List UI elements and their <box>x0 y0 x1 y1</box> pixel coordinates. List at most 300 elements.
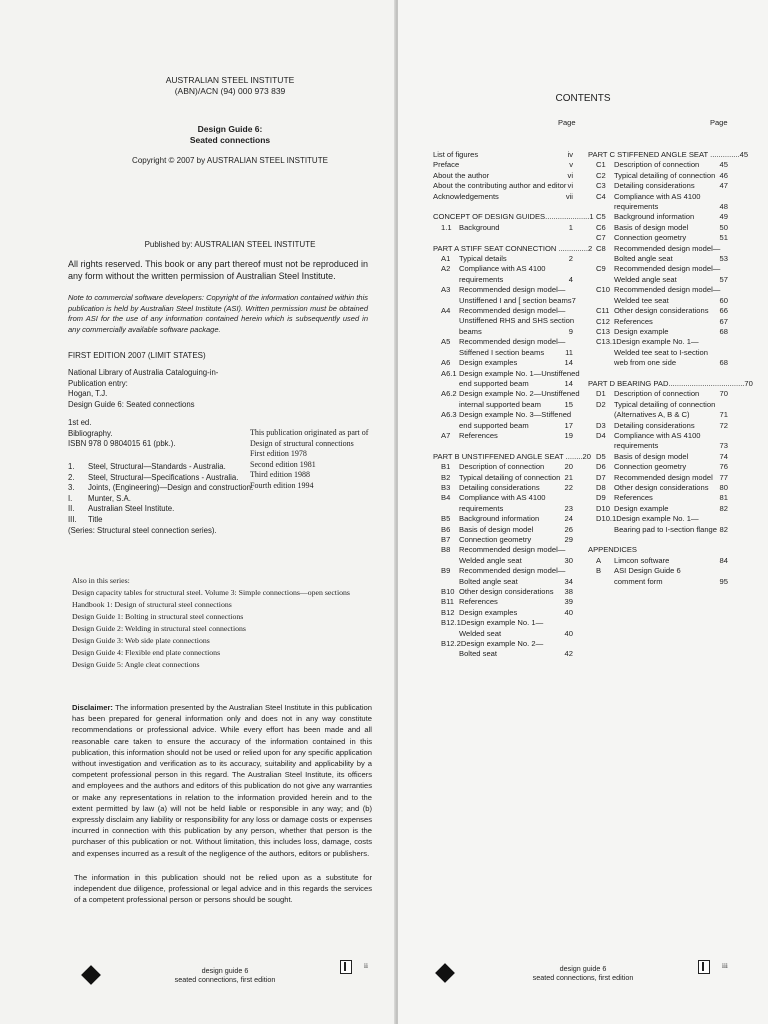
toc-entry-code: C3 <box>596 181 606 191</box>
toc-entry <box>588 421 728 431</box>
toc-entry-text: Other design considerations <box>614 306 709 316</box>
toc-entry-label <box>588 223 688 233</box>
toc-entry-page: 84 <box>719 555 728 565</box>
toc-entry-label <box>433 337 565 347</box>
toc-entry-label <box>433 629 501 639</box>
toc-entry-page: 14 <box>564 358 573 368</box>
toc-entry <box>433 493 573 503</box>
toc-entry-code: A6.3 <box>441 410 457 420</box>
toc-entry-label <box>433 514 539 524</box>
book-icon <box>698 960 710 974</box>
publisher-abn: (ABN)/ACN (94) 000 973 839 <box>174 86 286 96</box>
toc-entry-code: A2 <box>441 264 451 274</box>
toc-entry-label <box>433 462 544 472</box>
toc-entry <box>433 462 573 472</box>
toc-entry-page: 24 <box>564 514 573 524</box>
toc-entry <box>433 577 573 587</box>
toc-entry-page: 82 <box>719 524 728 534</box>
toc-entry-text: Typical detailing of connection <box>614 399 716 409</box>
toc-entry-label <box>588 254 673 264</box>
toc-entry-label <box>433 296 572 306</box>
toc-entry-label <box>588 493 653 503</box>
toc-entry <box>588 275 728 285</box>
toc-entry-label <box>433 275 503 285</box>
toc-entry <box>433 608 573 618</box>
edition-line: 1st ed. <box>68 418 92 427</box>
toc-entry <box>433 160 573 170</box>
series-line: Design Guide 1: Bolting in structural steel connections <box>72 612 244 621</box>
toc-entry <box>433 504 573 514</box>
toc-entry <box>433 348 573 358</box>
toc-entry <box>588 358 728 368</box>
toc-entry-label <box>433 639 543 649</box>
guide-title-line: Design Guide 6: <box>197 124 263 134</box>
toc-entry-code: C9 <box>596 264 606 274</box>
toc-entry-text: PART A STIFF SEAT CONNECTION .............. <box>433 243 588 253</box>
toc-entry-label <box>588 337 699 347</box>
toc-entry-text: Welded seat <box>459 628 502 638</box>
toc-entry-page: 71 <box>719 410 728 420</box>
toc-entry <box>588 452 728 462</box>
toc-entry-code: D2 <box>596 399 606 409</box>
toc-entry-label <box>588 285 720 295</box>
first-edition-line: FIRST EDITION 2007 (LIMIT STATES) <box>68 351 206 360</box>
toc-entry <box>433 368 580 379</box>
toc-entry-code: D10 <box>596 503 610 513</box>
toc-entry-text: Detailing considerations <box>459 482 540 492</box>
toc-entry <box>588 264 728 274</box>
toc-entry-code: A7 <box>441 430 451 440</box>
toc-entry-text: References <box>614 493 653 503</box>
toc-entry-code: C8 <box>596 243 606 253</box>
toc-entry-text: Recommended design model— <box>614 243 721 253</box>
toc-entry-text: Design examples <box>459 607 518 617</box>
series-line: Handbook 1: Design of structural steel connections <box>72 600 232 609</box>
toc-entry <box>588 244 728 254</box>
guide-subtitle-line: Seated connections <box>189 135 271 145</box>
toc-entry-code: B8 <box>441 545 451 555</box>
publisher-header <box>120 75 340 97</box>
toc-entry-page: 49 <box>719 212 728 222</box>
toc-entry-text: Compliance with AS 4100 <box>459 264 546 274</box>
toc-entry-page: 17 <box>564 420 573 430</box>
toc-entry-page: 53 <box>719 254 728 264</box>
toc-entry-text: Acknowledgements <box>433 191 499 201</box>
toc-entry-code: D5 <box>596 451 606 461</box>
toc-entry <box>433 202 573 212</box>
toc-entry-text: Other design considerations <box>459 587 554 597</box>
toc-entry-page: 72 <box>719 420 728 430</box>
toc-entry-label <box>588 202 658 212</box>
toc-entry-label <box>433 545 565 555</box>
toc-entry <box>433 275 573 285</box>
toc-entry <box>433 254 573 264</box>
toc-entry <box>433 566 573 576</box>
toc-entry-page: 14 <box>564 378 573 388</box>
toc-entry-text: Design example No. 1— <box>460 618 544 628</box>
toc-entry-label <box>588 473 713 483</box>
toc-entry-text: APPENDICES <box>588 545 637 555</box>
toc-entry-label <box>588 358 676 368</box>
toc-entry <box>588 389 728 399</box>
origin-note <box>250 428 370 491</box>
toc-entry-label <box>588 348 708 358</box>
subject-item: 1. Steel, Structural—Standards - Australia. <box>68 462 226 471</box>
origin-line: First edition 1978 <box>250 449 307 458</box>
toc-entry <box>433 587 573 597</box>
toc-entry-text: Background information <box>614 212 695 222</box>
toc-entry-text: Recommended design model— <box>459 337 566 347</box>
toc-entry-text: Description of connection <box>614 160 700 170</box>
toc-entry-code: C2 <box>596 170 606 180</box>
toc-entry <box>433 431 573 441</box>
toc-entry-label <box>588 441 658 451</box>
toc-entry <box>433 618 573 628</box>
toc-entry-text: Connection geometry <box>459 534 532 544</box>
toc-entry-page: 40 <box>564 628 573 638</box>
toc-entry <box>588 285 728 295</box>
toc-entry <box>588 504 728 514</box>
toc-entry <box>588 296 728 306</box>
catalogue-line: Hogan, T.J. <box>68 389 108 399</box>
toc-entry <box>588 233 728 243</box>
edition-info <box>68 418 248 450</box>
toc-entry-text: Recommended design model— <box>459 545 566 555</box>
toc-entry-page: 77 <box>719 472 728 482</box>
toc-entry-label <box>433 181 566 191</box>
toc-entry <box>433 514 573 524</box>
toc-entry <box>433 243 593 254</box>
toc-entry <box>588 160 728 170</box>
toc-entry-code: B9 <box>441 566 451 576</box>
toc-entry-label <box>588 296 669 306</box>
toc-entry <box>433 483 573 493</box>
toc-entry-page: 45 <box>719 160 728 170</box>
toc-entry-page: 68 <box>719 326 728 336</box>
toc-entry <box>433 181 573 191</box>
toc-entry-code: A4 <box>441 306 451 316</box>
toc-entry <box>433 629 573 639</box>
toc-entry-label <box>588 192 701 202</box>
origin-line: Third edition 1988 <box>250 470 310 479</box>
toc-entry-code: B12.2 <box>441 639 461 649</box>
left-footer <box>160 966 290 984</box>
toc-entry-code: B <box>596 566 602 576</box>
toc-entry-page: 45 <box>739 150 749 159</box>
toc-entry-text: About the contributing author and editor <box>433 181 567 191</box>
toc-entry-label <box>588 462 686 472</box>
toc-entry-page: 66 <box>719 306 728 316</box>
page-column-header: Page <box>558 118 576 127</box>
toc-entry-label <box>433 535 531 545</box>
toc-entry-text: Design example No. 1— <box>616 514 699 524</box>
rights-statement: All rights reserved. This book or any part thereof must not be reproduced in any form without the written permission of Australian Steel Institute. <box>68 259 368 281</box>
toc-entry-code: D4 <box>596 430 606 440</box>
toc-entry <box>433 306 573 316</box>
series-note: (Series: Structural steel connection series). <box>68 525 217 535</box>
toc-entry <box>588 254 728 264</box>
toc-entry-text: Welded tee seat to I-section <box>614 347 708 357</box>
toc-entry-text: Bolted angle seat <box>614 254 673 264</box>
contents-heading: CONTENTS <box>555 93 611 104</box>
toc-entry <box>588 317 728 327</box>
toc-entry-text: Typical detailing of connection <box>459 472 561 482</box>
toc-entry <box>588 171 728 181</box>
toc-entry-label <box>588 150 740 160</box>
toc-entry-text: Basis of design model <box>614 222 689 232</box>
toc-entry-label <box>433 379 529 389</box>
toc-entry-text: Unstiffened RHS and SHS section <box>459 316 575 326</box>
toc-entry-code: B1 <box>441 462 451 472</box>
toc-entry-label <box>588 244 720 254</box>
toc-entry-label <box>433 264 546 274</box>
toc-entry-code: C13 <box>596 326 610 336</box>
toc-entry <box>588 493 728 503</box>
toc-entry-text: (Alternatives A, B & C) <box>614 410 690 420</box>
toc-entry-page: 95 <box>719 576 728 586</box>
series-line: Design Guide 4: Flexible end plate connections <box>72 648 221 657</box>
disclaimer-label: Disclaimer: <box>72 703 113 712</box>
toc-entry <box>433 400 573 410</box>
catalogue-entry <box>68 368 248 410</box>
toc-entry-text: Compliance with AS 4100 <box>614 191 701 201</box>
toc-entry-label <box>433 473 560 483</box>
toc-entry <box>433 535 573 545</box>
toc-entry-code: C10 <box>596 285 610 295</box>
toc-entry-text: internal supported beam <box>459 399 541 409</box>
toc-entry-label <box>433 285 565 295</box>
toc-entry-code: 1.1 <box>441 222 452 232</box>
toc-entry-text: Preface <box>433 160 460 170</box>
subject-item: 2. Steel, Structural—Specifications - Australia. <box>68 472 239 482</box>
toc-entry <box>433 212 594 222</box>
toc-entry <box>433 649 573 659</box>
asi-logo-icon <box>81 965 101 985</box>
toc-entry-text: Design examples <box>459 358 518 368</box>
toc-entry-page: v <box>569 160 573 170</box>
toc-entry-text: Design example No. 2—Unstiffened <box>459 389 580 399</box>
toc-entry-label <box>588 556 669 566</box>
toc-entry-label <box>433 556 522 566</box>
publisher-name: AUSTRALIAN STEEL INSTITUTE <box>165 75 295 85</box>
catalogue-line: Design Guide 6: Seated connections <box>68 399 195 409</box>
toc-entry-code: B5 <box>441 514 451 524</box>
origin-line: Fourth edition 1994 <box>250 480 314 490</box>
series-line: Design capacity tables for structural steel. Volume 3: Simple connections—open sections <box>72 588 350 597</box>
toc-entry-label <box>588 421 695 431</box>
toc-entry-text: Other design considerations <box>614 482 709 492</box>
toc-entry-code: A3 <box>441 285 451 295</box>
toc-entry-page: 80 <box>719 482 728 492</box>
toc-entry-label <box>433 212 589 222</box>
toc-entry <box>433 597 573 607</box>
toc-entry-label <box>433 254 507 264</box>
toc-entry-label <box>588 181 695 191</box>
toc-entry-text: Design example No. 2— <box>460 639 544 649</box>
toc-entry-text: Typical details <box>459 254 507 264</box>
toc-entry <box>588 566 728 576</box>
toc-entry-label <box>433 389 580 399</box>
toc-entry <box>588 337 728 347</box>
toc-entry-page: 42 <box>564 649 573 659</box>
info-statement: The information in this publication should not be relied upon as a substitute for independent due diligence, professional or legal advice and in this regards the services of a competent professional person or persons should be sought. <box>74 873 372 905</box>
toc-entry-text: Welded tee seat <box>614 295 669 305</box>
toc-entry-text: beams <box>459 326 482 336</box>
toc-entry-page: 50 <box>719 222 728 232</box>
also-in-series <box>72 575 352 671</box>
toc-entry-page: 20 <box>582 451 591 461</box>
footer-line: seated connections, first edition <box>174 975 276 984</box>
toc-entry <box>433 295 576 306</box>
toc-entry <box>433 233 573 243</box>
origin-line: Design of structural connections <box>250 438 354 448</box>
toc-entry-page: 51 <box>719 233 728 243</box>
toc-entry-text: end supported beam <box>459 378 529 388</box>
toc-entry-text: List of figures <box>433 150 479 159</box>
toc-entry-label <box>433 566 565 576</box>
toc-entry-code: B3 <box>441 482 451 492</box>
toc-entry-page: 48 <box>719 202 728 212</box>
toc-entry-code: D7 <box>596 472 606 482</box>
toc-entry-text: Unstiffened I and [ section beams <box>459 295 572 305</box>
toc-entry-page: 2 <box>588 243 593 253</box>
toc-entry-label <box>433 452 583 462</box>
toc-entry-page: vi <box>567 170 573 180</box>
toc-entry-label <box>588 525 717 535</box>
toc-entry-label <box>588 389 699 399</box>
toc-entry-label <box>433 587 554 597</box>
toc-entry-text: Bolted angle seat <box>459 576 518 586</box>
toc-entry-code: A6.2 <box>441 389 457 399</box>
toc-entry-label <box>588 327 668 337</box>
toc-entry <box>588 181 728 191</box>
toc-entry-text: PART C STIFFENED ANGLE SEAT .............. <box>588 150 740 159</box>
series-line: Design Guide 2: Welding in structural steel connections <box>72 624 246 633</box>
toc-entry-label <box>433 493 546 503</box>
toc-entry-label <box>433 348 544 358</box>
toc-entry-label <box>433 316 574 326</box>
toc-entry <box>588 535 728 545</box>
toc-entry-code: D6 <box>596 462 606 472</box>
toc-entry-label <box>588 483 709 493</box>
toc-entry-text: CONCEPT OF DESIGN GUIDES..................... <box>433 212 590 222</box>
toc-entry <box>588 306 728 316</box>
origin-line: Second edition 1981 <box>250 459 316 469</box>
toc-entry-text: Description of connection <box>614 389 700 399</box>
toc-entry-text: Design example No. 1—Unstiffened <box>459 368 580 378</box>
toc-entry-page: 22 <box>564 482 573 492</box>
toc-entry-label <box>588 504 668 514</box>
toc-entry-code: B11 <box>441 597 454 607</box>
toc-entry <box>433 556 573 566</box>
toc-entry-label <box>588 577 663 587</box>
toc-entry-page: 68 <box>719 358 728 368</box>
toc-entry <box>433 389 580 399</box>
toc-entry-text: Compliance with AS 4100 <box>459 493 546 503</box>
toc-entry-code: C1 <box>596 160 606 170</box>
toc-entry-label <box>433 618 543 628</box>
toc-entry-text: Recommended design model— <box>459 566 566 576</box>
page-number: ii <box>364 962 368 970</box>
toc-entry-text: Stiffened I section beams <box>459 347 545 357</box>
toc-entry-label <box>433 431 498 441</box>
toc-entry-text: Connection geometry <box>614 462 687 472</box>
series-line: Also in this series: <box>72 576 130 585</box>
software-developer-note: Note to commercial software developers: Copyright of the information contained within this publication is held by Australian Steel Institute (ASI). Written permission must be obtained from ASI for the use of any information contained herein which is subsequently used in any commercially available software package. <box>68 293 368 334</box>
toc-entry-code: A6 <box>441 358 451 368</box>
toc-entry-page: 70 <box>744 378 753 388</box>
origin-line: This publication originated as part of <box>250 428 369 437</box>
toc-entry-text: Bearing pad to I-section flange <box>614 524 718 534</box>
toc-entry-label <box>433 597 498 607</box>
toc-entry-label <box>588 275 677 285</box>
toc-entry <box>433 327 573 337</box>
toc-entry-text: References <box>614 316 653 326</box>
toc-entry <box>433 379 573 389</box>
toc-entry <box>433 358 573 368</box>
toc-entry <box>588 525 728 535</box>
toc-entry-label <box>588 233 686 243</box>
toc-entry-page: 11 <box>565 347 573 357</box>
toc-entry-text: Design example <box>614 326 669 336</box>
toc-entry-text: Design example No. 3—Stiffened <box>459 410 572 420</box>
toc-entry-page: 4 <box>568 274 573 284</box>
toc-entry-text: About the author <box>433 170 490 180</box>
toc-entry <box>588 192 728 202</box>
toc-entry-page: 57 <box>719 274 728 284</box>
toc-entry-label <box>433 525 533 535</box>
subject-item: II. Australian Steel Institute. <box>68 504 175 514</box>
right-page <box>398 0 768 1024</box>
toc-entry-label <box>588 545 637 555</box>
toc-entry <box>588 431 728 441</box>
toc-entry <box>588 150 749 160</box>
toc-entry-page: vi <box>567 181 573 191</box>
toc-entry-label <box>433 483 540 493</box>
toc-entry-label <box>588 306 709 316</box>
toc-entry-page: 40 <box>564 607 573 617</box>
toc-entry-text: Recommended design model <box>614 472 713 482</box>
toc-entry-code: A1 <box>441 254 451 264</box>
toc-entry <box>433 171 573 181</box>
toc-entry-text: Welded angle seat <box>614 274 677 284</box>
toc-entry-text: Description of connection <box>459 462 545 472</box>
toc-entry-text: Typical detailing of connection <box>614 170 716 180</box>
toc-entry-text: web from one side <box>614 358 677 368</box>
toc-entry-page: 29 <box>564 534 573 544</box>
toc-entry-code: B10 <box>441 587 455 597</box>
toc-entry <box>588 202 728 212</box>
toc-entry <box>588 223 728 233</box>
toc-entry-label <box>588 379 744 389</box>
toc-entry-text: PART B UNSTIFFENED ANGLE SEAT ........ <box>433 451 583 461</box>
toc-entry-page: 19 <box>564 430 573 440</box>
toc-entry <box>588 556 728 566</box>
toc-entry-page: 20 <box>564 462 573 472</box>
toc-entry-label <box>433 400 541 410</box>
toc-entry-label <box>588 171 715 181</box>
toc-column-right <box>588 150 753 587</box>
toc-entry-code: B2 <box>441 472 451 482</box>
toc-entry-label <box>433 244 588 254</box>
toc-entry <box>433 451 591 462</box>
toc-entry <box>433 285 573 295</box>
toc-entry-code: D10.1 <box>596 514 617 524</box>
toc-entry-label <box>433 160 459 170</box>
guide-title <box>120 124 340 146</box>
toc-entry <box>433 337 573 347</box>
toc-entry <box>588 327 728 337</box>
